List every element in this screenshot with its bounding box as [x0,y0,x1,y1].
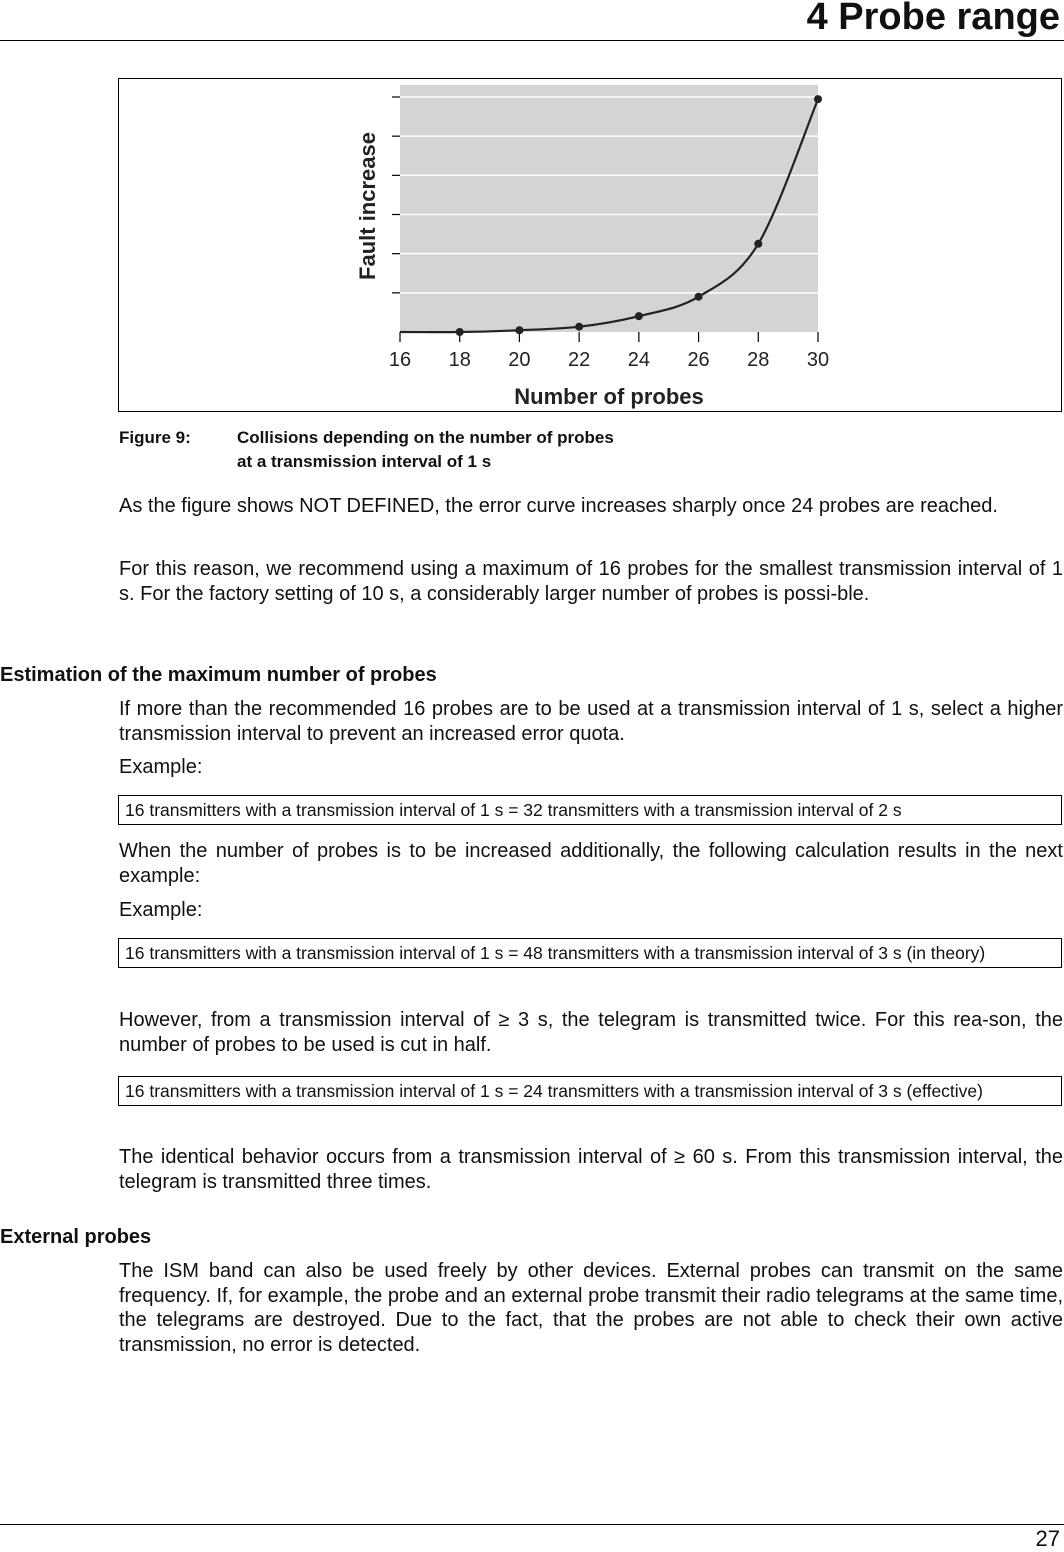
x-tick-label: 28 [747,349,770,371]
heading-external-probes: External probes [0,1226,152,1248]
data-point [635,312,643,320]
header-rule [0,40,1064,41]
footer-rule [0,1524,1064,1525]
paragraph-ism-band: The ISM band can also be used freely by other devices. External probes can transmit on the same frequency. If, for example, the probe and an external probe transmit their radio telegrams at the same time, the telegrams are destroyed. Due to the fact, that the probes are not able to check their own active transmission, no error is detected. [119,1260,1063,1356]
data-point [754,240,762,248]
paragraph-transmitted-three-times: The identical behavior occurs from a transmission interval of ≥ 60 s. From this transmission interval, the telegram is transmitted three times. [119,1146,1063,1193]
x-tick-label: 30 [806,349,830,371]
x-axis-label: Number of probes [514,384,704,409]
data-point [515,326,523,334]
x-tick-label: 18 [448,349,471,371]
data-point [575,323,583,331]
paragraph-transmitted-twice: However, from a transmission interval of ≥ 3 s, the telegram is transmitted twice. For this rea-son, the number of probes to be used is cut in half. [119,1009,1063,1056]
paragraph-error-curve: As the figure shows NOT DEFINED, the error curve increases sharply once 24 probes are reached. [119,495,998,517]
plot-area [400,85,818,332]
x-tick-label: 20 [508,349,531,371]
x-tick-label: 26 [687,349,710,371]
paragraph-higher-interval: If more than the recommended 16 probes are to be used at a transmission interval of 1 s, select a higher transmission interval to prevent an increased error quota. [119,698,1063,745]
x-tick-label: 22 [568,349,591,371]
figure-number: Figure 9: [119,428,191,447]
page-number: 27 [1035,1526,1060,1551]
example-box-3: 16 transmitters with a transmission interval of 1 s = 24 transmitters with a transmission interval of 3 s (effective) [118,1076,1062,1106]
page-header-title: 4 Probe range [806,0,1060,38]
x-tick-label: 16 [388,349,412,371]
example-box-2: 16 transmitters with a transmission interval of 1 s = 48 transmitters with a transmission interval of 3 s (in theory) [118,938,1062,968]
paragraph-increase-additionally: When the number of probes is to be increased additionally, the following calculation results in the next example: [119,840,1063,887]
example-label-2: Example: [119,899,203,921]
figure-frame [118,78,1062,412]
paragraph-recommendation: For this reason, we recommend using a maximum of 16 probes for the smallest transmission interval of 1 s. For the factory setting of 10 s, a considerably larger number of probes is possi-ble. [119,558,1063,605]
y-axis-label: Fault increase [355,132,380,280]
figure-caption-line2: at a transmission interval of 1 s [237,452,492,471]
example-label-1: Example: [119,756,203,778]
example-box-1: 16 transmitters with a transmission interval of 1 s = 32 transmitters with a transmission interval of 2 s [118,795,1062,825]
data-point [814,95,822,103]
data-point [456,328,464,336]
heading-estimation: Estimation of the maximum number of probes [0,664,437,686]
fault-increase-chart [119,79,1061,411]
x-tick-label: 24 [627,349,650,371]
figure-caption-line1: Collisions depending on the number of probes [237,428,614,447]
data-point [695,293,703,301]
